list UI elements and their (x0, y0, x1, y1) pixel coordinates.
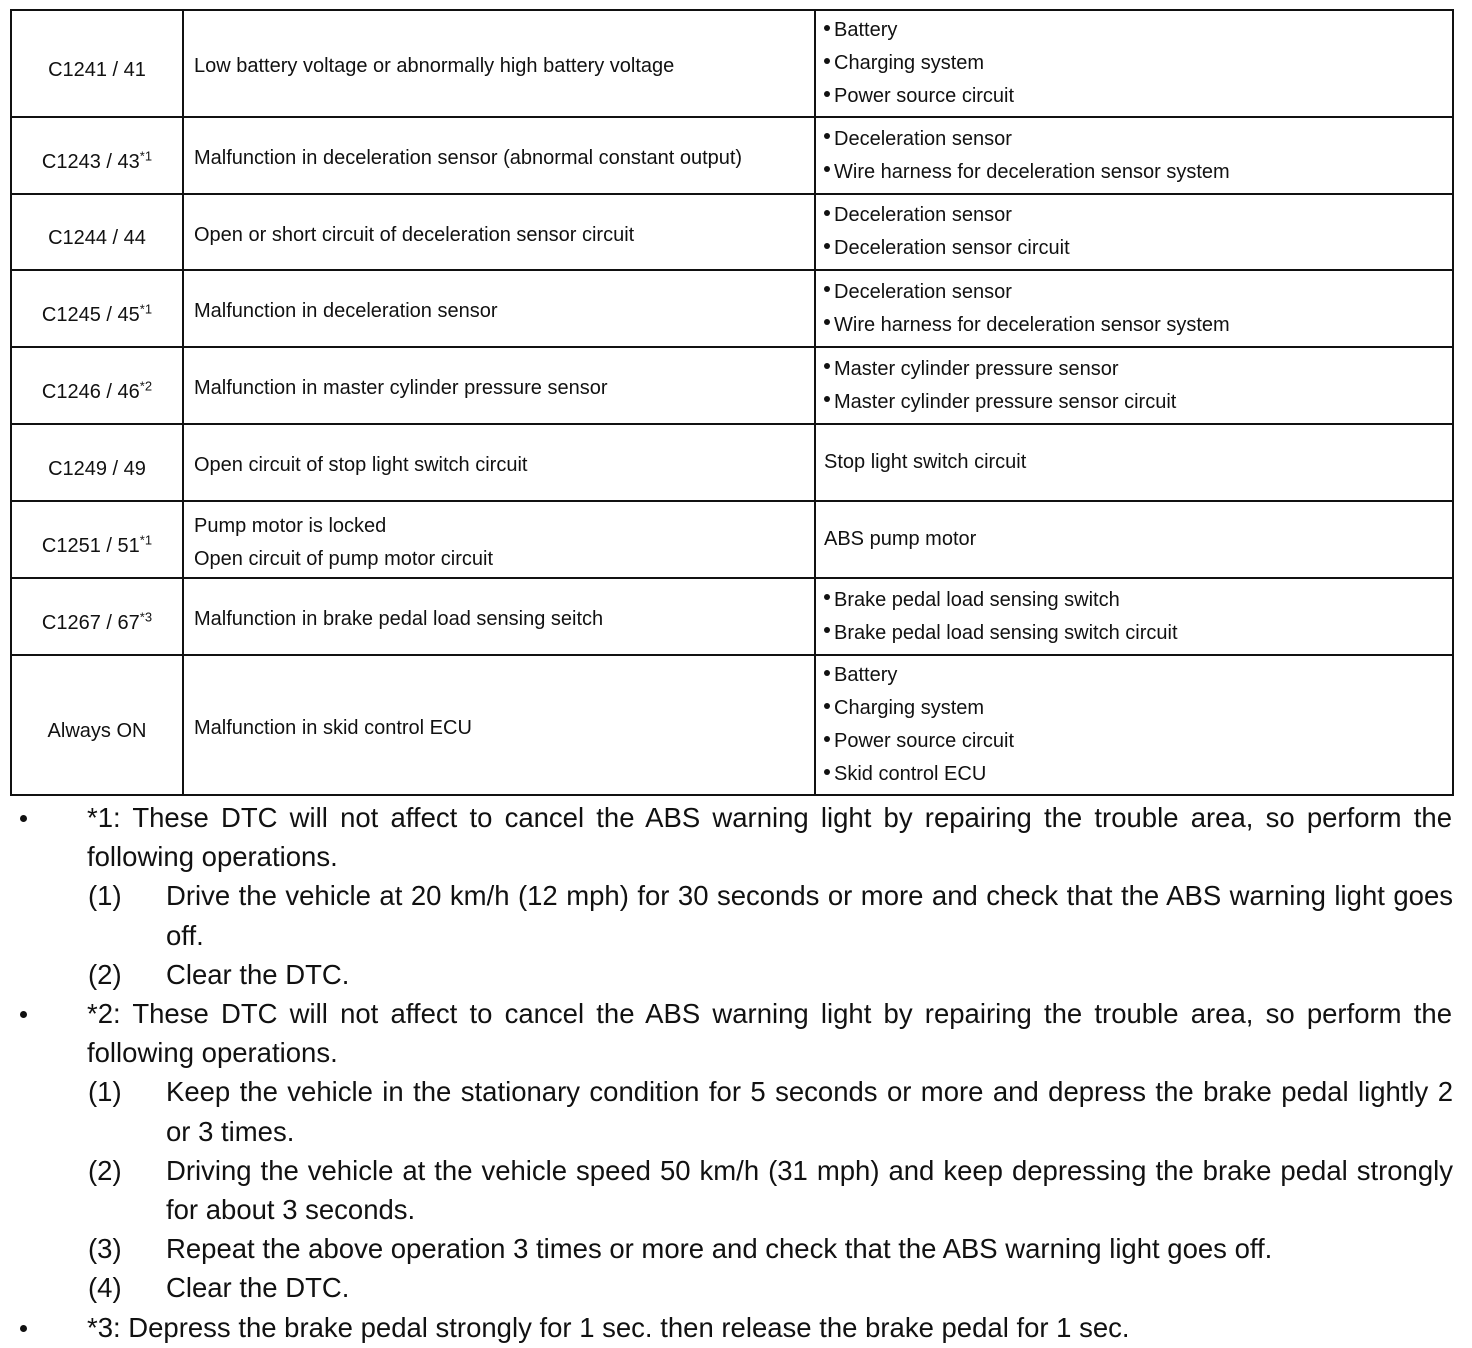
bullet-icon (824, 166, 830, 172)
bullet-icon (824, 210, 830, 216)
bullet-icon (20, 798, 30, 808)
step-number: (2) (88, 1154, 122, 1186)
dtc-code-cell (11, 10, 183, 117)
note-item (0, 798, 1472, 876)
footnote-marker: *1 (139, 147, 153, 163)
detection-item-text: Low battery voltage or abnormally high battery voltage (194, 55, 675, 77)
dtc-code: C1246 / 46 (41, 380, 140, 403)
bullet-icon (824, 25, 830, 31)
trouble-area-text: Deceleration sensor (834, 280, 1012, 303)
trouble-area-text: Charging system (834, 697, 985, 719)
note-item (0, 1308, 1472, 1347)
bullet-icon (824, 670, 830, 676)
detection-item-cell (183, 347, 815, 424)
detection-item-cell (183, 578, 815, 655)
note-step (88, 1229, 1472, 1268)
note-step (88, 1268, 1472, 1307)
trouble-area-item (824, 47, 1452, 80)
table-row (11, 655, 1453, 795)
trouble-area-cell (815, 424, 1453, 501)
table-row (11, 194, 1453, 270)
footnote-marker: *3 (139, 608, 153, 624)
detection-item-cell (183, 10, 815, 117)
table-row (11, 501, 1453, 578)
dtc-code: C1249 / 49 (48, 457, 146, 480)
trouble-area-text: Skid control ECU (834, 763, 987, 785)
trouble-area-cell (815, 10, 1453, 117)
dtc-code-cell (11, 655, 183, 795)
trouble-area-cell (815, 270, 1453, 347)
footnote-marker: *2 (139, 377, 153, 393)
bullet-icon (824, 769, 830, 775)
trouble-area-cell (815, 655, 1453, 795)
trouble-area-text: Wire harness for deceleration sensor system (834, 313, 1230, 336)
table-row (11, 270, 1453, 347)
note-text: *3: Depress the brake pedal strongly for 1 sec. then release the brake pedal for 1 sec. (87, 1311, 1130, 1343)
trouble-area-text: Battery (834, 19, 898, 41)
detection-item-text: Open circuit of stop light switch circuit (194, 454, 528, 476)
trouble-area-item (824, 232, 1452, 265)
note-text: *2: These DTC will not affect to cancel the ABS warning light by repairing the trouble area, so perform the following operations. (87, 998, 1452, 1069)
dtc-code-cell (11, 501, 183, 578)
notes-section (0, 798, 1472, 1347)
detection-item-cell (183, 655, 815, 795)
step-text: Clear the DTC. (166, 958, 350, 990)
step-text: Repeat the above operation 3 times or more and check that the ABS warning light goes off. (166, 1233, 1273, 1265)
trouble-area-item (824, 617, 1452, 650)
bullet-icon (824, 243, 830, 249)
bullet-icon (824, 91, 830, 97)
trouble-area-text: Master cylinder pressure sensor circuit (834, 390, 1177, 413)
trouble-area-text: Power source circuit (834, 85, 1015, 107)
dtc-code: C1251 / 51 (41, 534, 140, 557)
detection-item-text: Malfunction in deceleration sensor (194, 300, 498, 322)
trouble-area-text: Power source circuit (834, 730, 1015, 752)
dtc-code: C1244 / 44 (48, 227, 146, 249)
trouble-area-text: Master cylinder pressure sensor (834, 357, 1119, 380)
table-row (11, 424, 1453, 501)
dtc-table (10, 9, 1454, 796)
dtc-code-cell (11, 270, 183, 347)
trouble-area-cell (815, 501, 1453, 578)
bullet-icon (824, 58, 830, 64)
trouble-area-item (824, 692, 1452, 725)
trouble-area-item (824, 123, 1452, 156)
detection-item-text: Malfunction in skid control ECU (194, 716, 472, 739)
trouble-area-text: Wire harness for deceleration sensor system (834, 160, 1230, 183)
bullet-icon (824, 133, 830, 139)
step-text: Clear the DTC. (166, 1272, 350, 1304)
trouble-area-item (824, 446, 1452, 479)
dtc-code-cell (11, 194, 183, 270)
step-number: (2) (88, 958, 122, 990)
bullet-icon (824, 396, 830, 402)
trouble-area-item (824, 584, 1452, 617)
bullet-icon (824, 363, 830, 369)
detection-item-cell (183, 194, 815, 270)
detection-item-text: Malfunction in brake pedal load sensing seitch (194, 608, 604, 630)
detection-item-text: Open or short circuit of deceleration sensor circuit (194, 223, 635, 246)
note-step (88, 1151, 1472, 1229)
trouble-area-item (824, 156, 1452, 189)
dtc-table-body (11, 10, 1453, 795)
note-text: *1: These DTC will not affect to cancel the ABS warning light by repairing the trouble area, so perform the following operations. (87, 802, 1452, 873)
detection-item-text: Pump motor is locked (194, 514, 387, 537)
trouble-area-item (824, 523, 1452, 556)
trouble-area-text: Brake pedal load sensing switch (834, 588, 1120, 611)
trouble-area-item (824, 14, 1452, 47)
bullet-icon (824, 594, 830, 600)
detection-item-cell (183, 117, 815, 194)
step-number: (1) (88, 880, 122, 912)
bullet-icon (824, 319, 830, 325)
trouble-area-item (824, 386, 1452, 419)
bullet-icon (824, 703, 830, 709)
dtc-code: C1243 / 43 (41, 150, 140, 173)
detection-item-cell (183, 424, 815, 501)
trouble-area-item (824, 276, 1452, 309)
dtc-code-cell (11, 424, 183, 501)
trouble-area-text: Brake pedal load sensing switch circuit (834, 621, 1178, 644)
detection-item-text: Malfunction in deceleration sensor (abnormal constant output) (194, 147, 743, 169)
step-text: Driving the vehicle at the vehicle speed 50 km/h (31 mph) and keep depressing the brake pedal strongly for about 3 seconds. (166, 1154, 1453, 1226)
dtc-code: C1241 / 41 (48, 58, 146, 81)
dtc-code-cell (11, 578, 183, 655)
bullet-icon (824, 736, 830, 742)
dtc-code: C1245 / 45 (41, 303, 140, 326)
dtc-code: Always ON (47, 720, 147, 742)
trouble-area-text: Stop light switch circuit (824, 451, 1027, 473)
step-text: Keep the vehicle in the stationary condition for 5 seconds or more and depress the brake pedal lightly 2 or 3 times. (166, 1076, 1453, 1147)
bullet-icon (824, 627, 830, 633)
trouble-area-text: Charging system (834, 52, 985, 74)
trouble-area-cell (815, 578, 1453, 655)
bullet-icon (20, 994, 30, 1004)
table-row (11, 347, 1453, 424)
trouble-area-text: ABS pump motor (824, 528, 977, 550)
step-text: Drive the vehicle at 20 km/h (12 mph) for 30 seconds or more and check that the ABS warning light goes off. (166, 880, 1453, 951)
detection-item-cell (183, 501, 815, 578)
detection-item-cell (183, 270, 815, 347)
table-row (11, 578, 1453, 655)
bullet-icon (824, 286, 830, 292)
table-row (11, 117, 1453, 194)
trouble-area-cell (815, 347, 1453, 424)
footnote-marker: *1 (139, 300, 153, 316)
footnote-marker: *1 (139, 531, 153, 547)
note-step (88, 955, 1472, 994)
dtc-code-cell (11, 117, 183, 194)
note-step (88, 876, 1472, 954)
detection-item-text: Malfunction in master cylinder pressure sensor (194, 377, 608, 399)
trouble-area-item (824, 725, 1452, 758)
trouble-area-item (824, 80, 1452, 113)
trouble-area-text: Deceleration sensor circuit (834, 237, 1070, 259)
trouble-area-cell (815, 194, 1453, 270)
trouble-area-cell (815, 117, 1453, 194)
dtc-code: C1267 / 67 (41, 611, 140, 634)
trouble-area-item (824, 353, 1452, 386)
note-item (0, 994, 1472, 1072)
step-number: (4) (88, 1272, 122, 1304)
step-number: (3) (88, 1233, 122, 1265)
trouble-area-item (824, 758, 1452, 791)
bullet-icon (20, 1308, 30, 1318)
trouble-area-item (824, 199, 1452, 232)
trouble-area-text: Battery (834, 664, 898, 686)
trouble-area-text: Deceleration sensor (834, 127, 1012, 150)
trouble-area-text: Deceleration sensor (834, 204, 1012, 226)
table-row (11, 10, 1453, 117)
trouble-area-item (824, 309, 1452, 342)
step-number: (1) (88, 1076, 122, 1108)
note-step (88, 1072, 1472, 1150)
detection-item-text: Open circuit of pump motor circuit (194, 547, 493, 570)
trouble-area-item (824, 659, 1452, 692)
dtc-code-cell (11, 347, 183, 424)
